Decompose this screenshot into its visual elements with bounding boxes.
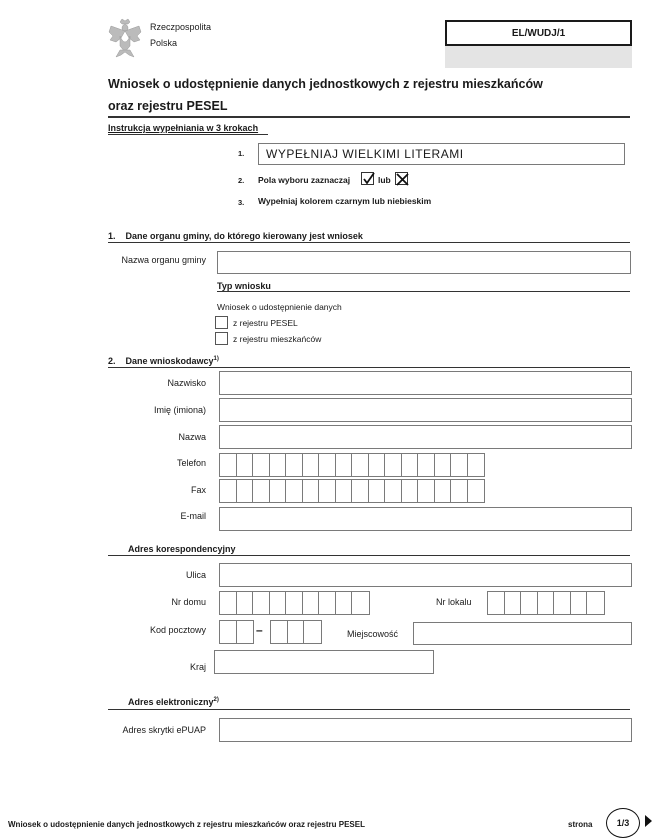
flat-number-field[interactable] xyxy=(487,591,605,615)
digit-cell[interactable] xyxy=(237,480,254,502)
country-field[interactable] xyxy=(214,650,434,674)
cross-example-icon xyxy=(395,172,408,185)
digit-cell[interactable] xyxy=(418,480,435,502)
digit-cell[interactable] xyxy=(336,480,353,502)
street-field[interactable] xyxy=(219,563,632,587)
city-label: Miejscowość xyxy=(347,629,399,639)
page-number: 1/3 xyxy=(616,818,630,828)
digit-cell[interactable] xyxy=(303,592,320,614)
correspondence-divider xyxy=(108,555,630,556)
digit-cell[interactable] xyxy=(286,454,303,476)
electronic-title xyxy=(128,697,219,707)
digit-cell[interactable] xyxy=(237,621,254,643)
instructions-heading-line xyxy=(108,134,268,135)
request-type-divider xyxy=(217,291,630,292)
digit-cell[interactable] xyxy=(451,480,468,502)
digit-cell[interactable] xyxy=(253,454,270,476)
digit-cell[interactable] xyxy=(270,454,287,476)
surname-field[interactable] xyxy=(219,371,632,395)
phone-field[interactable] xyxy=(219,453,485,477)
postal-code-label: Kod pocztowy xyxy=(149,625,206,635)
digit-cell[interactable] xyxy=(336,592,353,614)
digit-cell[interactable] xyxy=(253,480,270,502)
digit-cell[interactable] xyxy=(288,621,305,643)
street-label: Ulica xyxy=(185,570,206,580)
digit-cell[interactable] xyxy=(270,480,287,502)
digit-cell[interactable] xyxy=(319,454,336,476)
section2-footnote: 1) xyxy=(213,356,219,362)
electronic-divider xyxy=(108,709,630,710)
flat-number-label: Nr lokalu xyxy=(436,597,472,607)
step3-text: Wypełniaj kolorem czarnym lub niebieskim xyxy=(258,196,432,206)
country-name-line2: Polska xyxy=(150,38,178,48)
option-pesel-label: z rejestru PESEL xyxy=(233,318,298,328)
fax-field[interactable] xyxy=(219,479,485,503)
digit-cell[interactable] xyxy=(538,592,555,614)
digit-cell[interactable] xyxy=(418,454,435,476)
digit-cell[interactable] xyxy=(319,592,336,614)
digit-cell[interactable] xyxy=(369,480,386,502)
surname-label: Nazwisko xyxy=(167,378,206,388)
form-title-line1: Wniosek o udostępnienie danych jednostkowych z rejestru mieszkańców xyxy=(108,77,543,91)
step3-number: 3. xyxy=(238,198,245,207)
house-number-field[interactable] xyxy=(219,591,370,615)
digit-cell[interactable] xyxy=(220,480,237,502)
digit-cell[interactable] xyxy=(286,592,303,614)
email-label: E-mail xyxy=(180,511,206,521)
country-label: Kraj xyxy=(189,662,206,672)
organ-field[interactable] xyxy=(217,251,631,274)
digit-cell[interactable] xyxy=(587,592,604,614)
postal-code-part2[interactable] xyxy=(270,620,322,644)
digit-cell[interactable] xyxy=(319,480,336,502)
digit-cell[interactable] xyxy=(554,592,571,614)
digit-cell[interactable] xyxy=(220,621,237,643)
digit-cell[interactable] xyxy=(304,621,321,643)
digit-cell[interactable] xyxy=(488,592,505,614)
name-field[interactable] xyxy=(219,425,632,449)
digit-cell[interactable] xyxy=(270,592,287,614)
digit-cell[interactable] xyxy=(286,480,303,502)
digit-cell[interactable] xyxy=(303,454,320,476)
option-residents-label: z rejestru mieszkańców xyxy=(233,334,322,344)
electronic-footnote: 2) xyxy=(213,697,219,703)
checkmark-example-icon xyxy=(361,172,374,185)
section2-divider xyxy=(108,367,630,368)
phone-label: Telefon xyxy=(176,458,206,468)
digit-cell[interactable] xyxy=(220,454,237,476)
digit-cell[interactable] xyxy=(220,592,237,614)
page-label: strona xyxy=(568,820,593,829)
digit-cell[interactable] xyxy=(303,480,320,502)
country-name-line1: Rzeczpospolita xyxy=(150,22,212,32)
epuap-field[interactable] xyxy=(219,718,632,742)
digit-cell[interactable] xyxy=(352,480,369,502)
form-code-box xyxy=(445,20,632,46)
form-code: EL/WUDJ/1 xyxy=(511,27,566,39)
digit-cell[interactable] xyxy=(451,454,468,476)
digit-cell[interactable] xyxy=(336,454,353,476)
page-indicator xyxy=(606,808,640,838)
request-type-heading: Typ wniosku xyxy=(217,281,271,291)
digit-cell[interactable] xyxy=(435,480,452,502)
fax-label: Fax xyxy=(190,485,206,495)
polish-eagle-emblem xyxy=(108,18,142,58)
electronic-title-text: Adres elektroniczny xyxy=(128,697,214,707)
form-title-line2: oraz rejestru PESEL xyxy=(108,99,228,113)
epuap-label: Adres skrytki ePUAP xyxy=(122,725,206,735)
digit-cell[interactable] xyxy=(253,592,270,614)
step1-box xyxy=(258,143,625,165)
section2-title-text: 2. Dane wnioskodawcy xyxy=(108,356,214,366)
footer-text: Wniosek o udostępnienie danych jednostkowych z rejestru mieszkańców oraz rejestru PESEL xyxy=(8,820,365,829)
step2-or: lub xyxy=(378,175,391,185)
step1-number: 1. xyxy=(238,149,245,158)
option-residents-checkbox[interactable] xyxy=(215,332,228,345)
postal-code-part1[interactable] xyxy=(219,620,254,644)
digit-cell[interactable] xyxy=(402,480,419,502)
section1-divider xyxy=(108,242,630,243)
instructions-heading: Instrukcja wypełniania w 3 krokach xyxy=(108,123,259,133)
digit-cell[interactable] xyxy=(369,454,386,476)
digit-cell[interactable] xyxy=(468,454,485,476)
digit-cell[interactable] xyxy=(352,454,369,476)
organ-label: Nazwa organu gminy xyxy=(121,255,206,265)
request-type-intro: Wniosek o udostępnienie danych xyxy=(217,302,342,312)
postal-code-dash: – xyxy=(256,623,263,637)
digit-cell[interactable] xyxy=(435,454,452,476)
digit-cell[interactable] xyxy=(505,592,522,614)
step1-text: WYPEŁNIAJ WIELKIMI LITERAMI xyxy=(266,147,464,161)
section2-title xyxy=(108,356,219,366)
option-pesel-checkbox[interactable] xyxy=(215,316,228,329)
first-name-field[interactable] xyxy=(219,398,632,422)
name-label: Nazwa xyxy=(178,432,206,442)
email-field[interactable] xyxy=(219,507,632,531)
city-field[interactable] xyxy=(413,622,632,645)
title-divider xyxy=(108,116,630,118)
digit-cell[interactable] xyxy=(385,480,402,502)
first-name-label: Imię (imiona) xyxy=(153,405,206,415)
digit-cell[interactable] xyxy=(237,454,254,476)
step2-number: 2. xyxy=(238,176,245,185)
house-number-label: Nr domu xyxy=(171,597,206,607)
digit-cell[interactable] xyxy=(402,454,419,476)
digit-cell[interactable] xyxy=(571,592,588,614)
next-page-arrow-icon[interactable] xyxy=(645,815,652,827)
step2-text: Pola wyboru zaznaczaj xyxy=(258,175,351,185)
digit-cell[interactable] xyxy=(521,592,538,614)
digit-cell[interactable] xyxy=(237,592,254,614)
section1-title: 1. Dane organu gminy, do którego kierowany jest wniosek xyxy=(108,231,363,241)
digit-cell[interactable] xyxy=(468,480,485,502)
digit-cell[interactable] xyxy=(352,592,369,614)
digit-cell[interactable] xyxy=(271,621,288,643)
correspondence-title: Adres korespondencyjny xyxy=(128,544,236,554)
digit-cell[interactable] xyxy=(385,454,402,476)
